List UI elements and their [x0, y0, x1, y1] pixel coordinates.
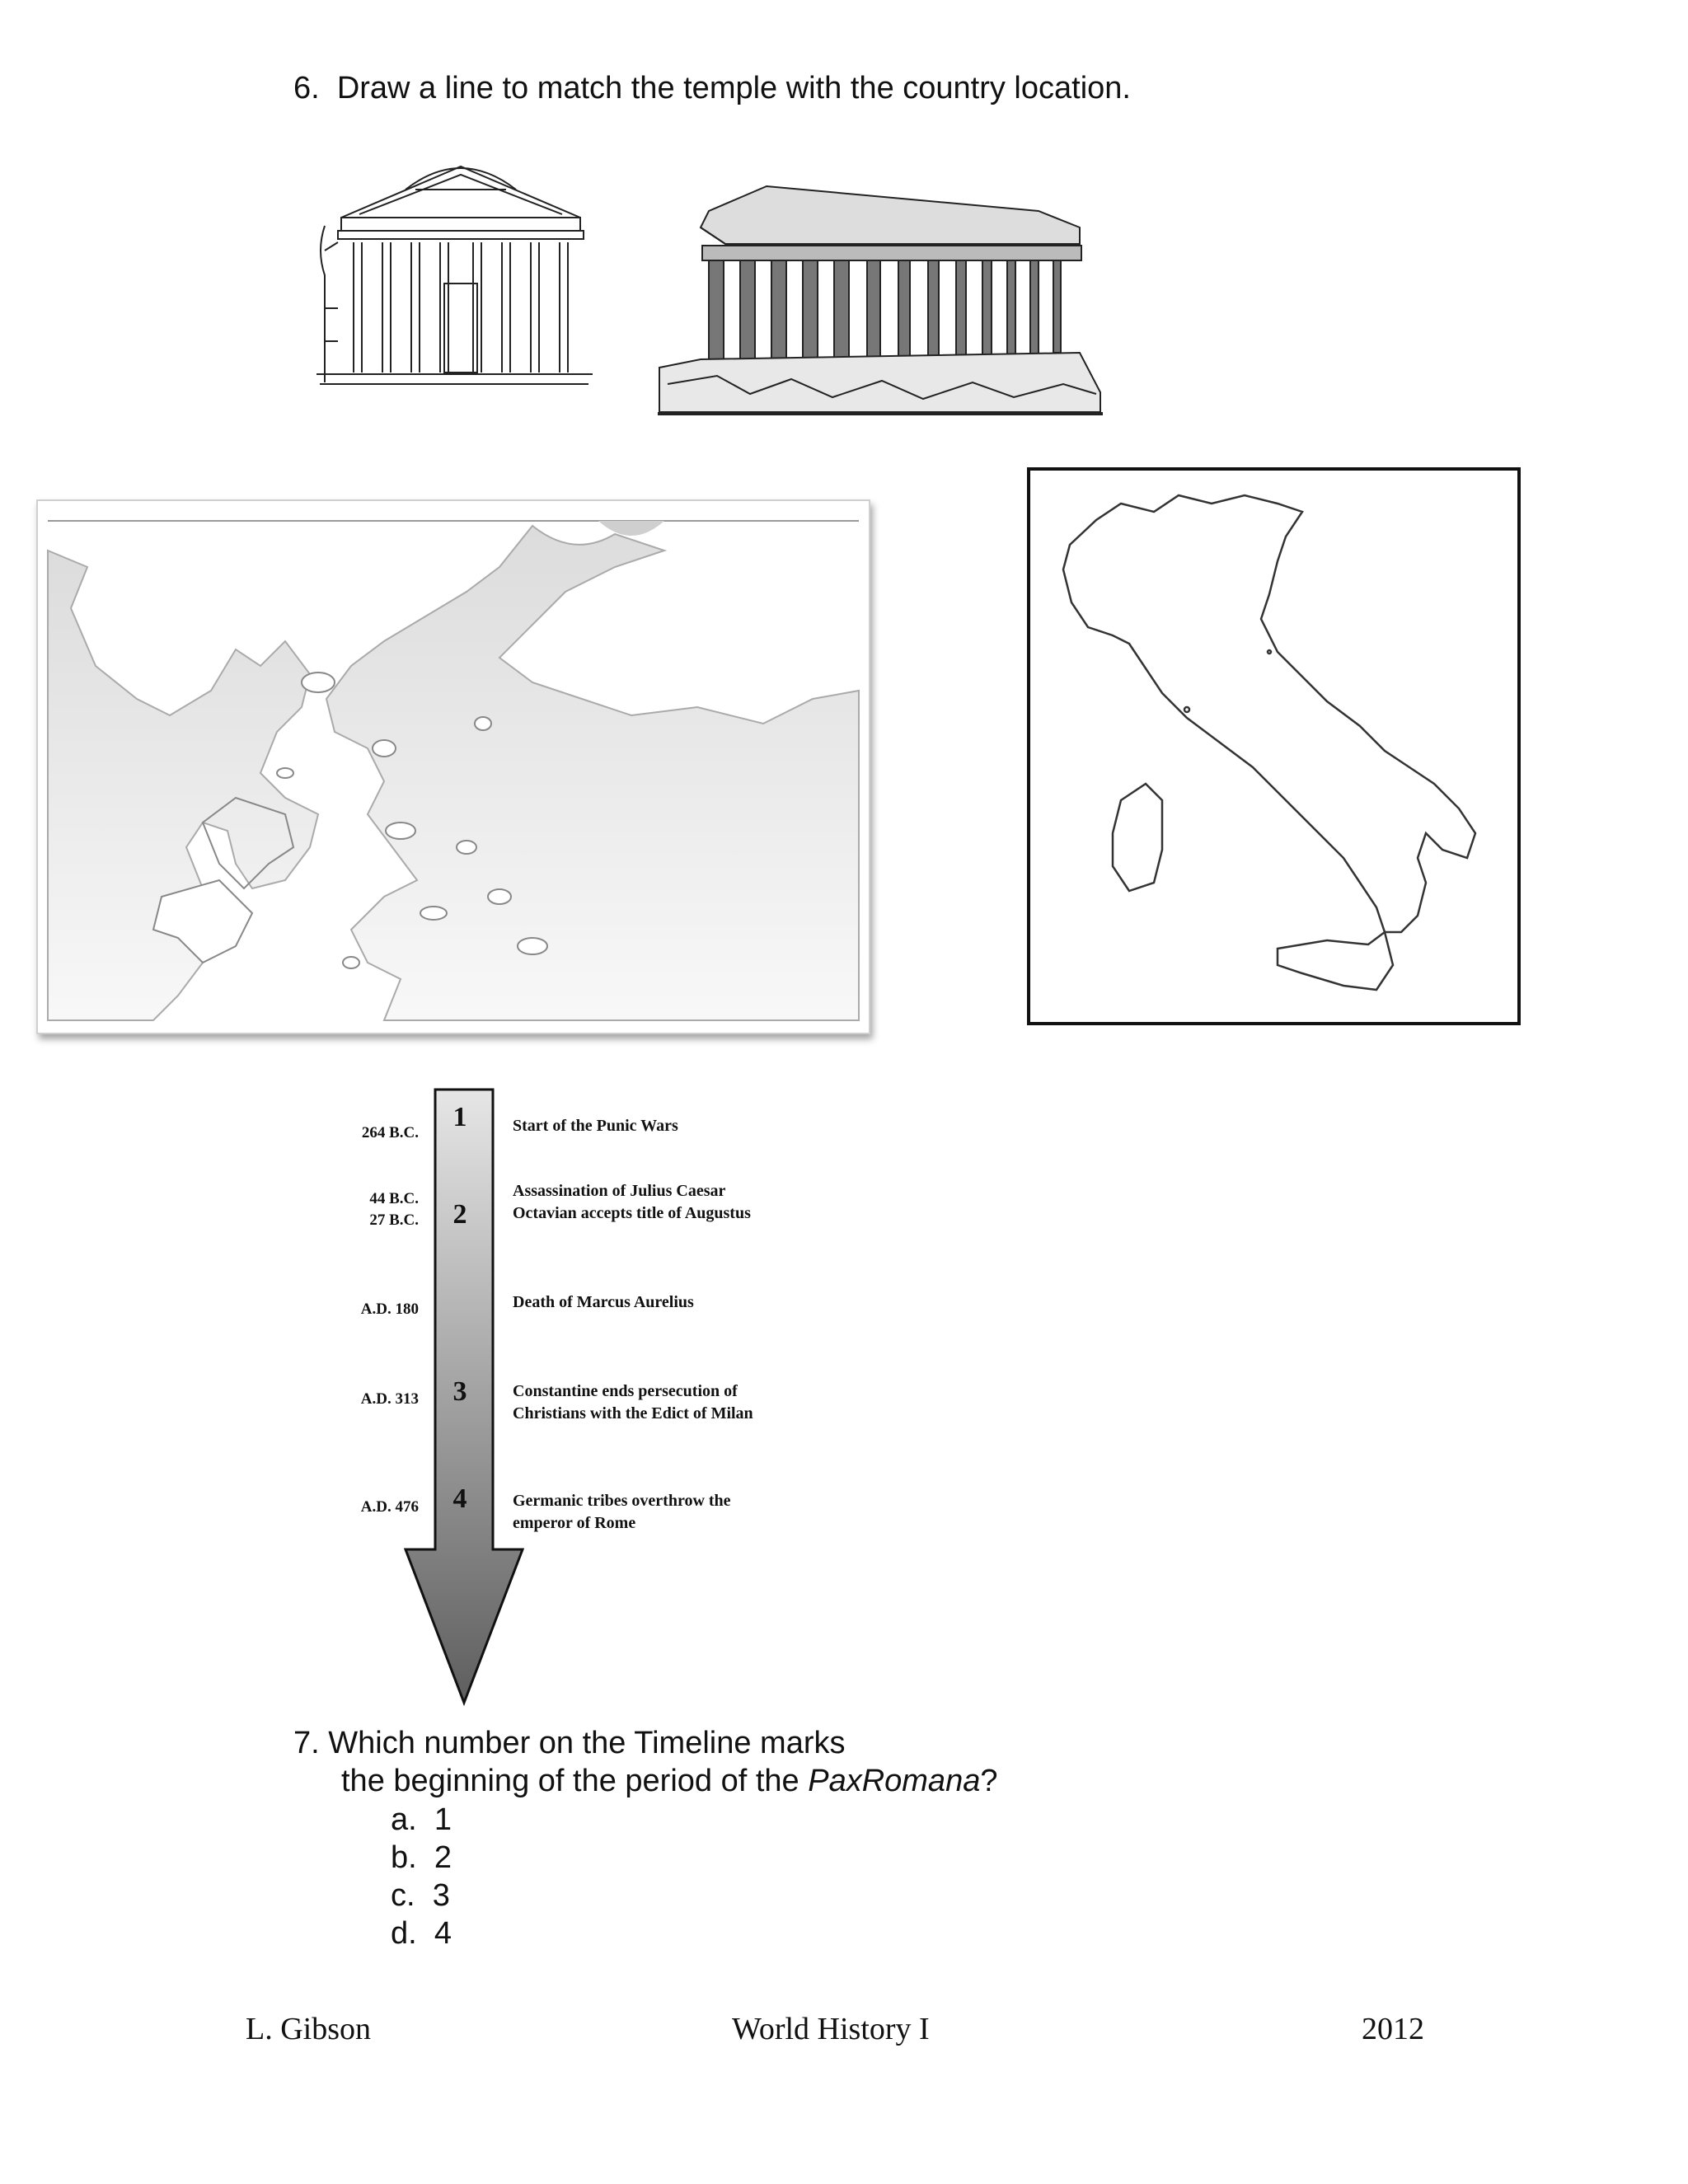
- question-7-line2: [293, 1762, 997, 1800]
- timeline-date-text: A.D. 313: [360, 1390, 419, 1408]
- pantheon-image: [308, 152, 613, 399]
- timeline-date-1: [295, 1122, 419, 1144]
- timeline-event-5: [513, 1490, 731, 1535]
- question-6-text: Draw a line to match the temple with the country location.: [336, 71, 1131, 105]
- timeline-number-3: 3: [452, 1376, 467, 1407]
- timeline-date-text: A.D. 476: [360, 1498, 419, 1516]
- option-letter: a.: [391, 1802, 417, 1837]
- option-value: 4: [434, 1916, 452, 1951]
- timeline-event-4: [513, 1380, 753, 1425]
- question-6: [293, 71, 1131, 106]
- timeline-date-2: [295, 1188, 419, 1231]
- answer-option-c[interactable]: [391, 1878, 450, 1914]
- timeline-event-1: [513, 1115, 678, 1137]
- timeline-date-text: 264 B.C.: [361, 1124, 419, 1141]
- timeline-event-text: Start of the Punic Wars: [513, 1117, 678, 1135]
- timeline-event-2: [513, 1180, 751, 1225]
- timeline-number-1: 1: [452, 1102, 467, 1132]
- timeline-event-text: emperor of Rome: [513, 1514, 636, 1532]
- timeline-date-text: 27 B.C.: [369, 1212, 419, 1229]
- footer-author: L. Gibson: [246, 2012, 371, 2046]
- answer-option-a[interactable]: [391, 1802, 452, 1838]
- timeline-number-4: 4: [452, 1483, 467, 1514]
- timeline-number-2: 2: [452, 1199, 467, 1230]
- question-7-line1: 7. Which number on the Timeline marks: [293, 1726, 846, 1760]
- timeline-event-text: Christians with the Edict of Milan: [513, 1404, 753, 1422]
- footer-course: World History I: [732, 2012, 930, 2046]
- timeline-event-text: Octavian accepts title of Augustus: [513, 1204, 751, 1222]
- question-7: [293, 1724, 997, 1800]
- option-letter: c.: [391, 1878, 415, 1913]
- option-value: 2: [434, 1840, 452, 1875]
- greece-map: [36, 499, 870, 1034]
- option-letter: b.: [391, 1840, 417, 1875]
- italy-map: [1027, 467, 1521, 1025]
- timeline-event-3: [513, 1291, 694, 1314]
- question-7-italic-term: PaxRomana: [808, 1764, 981, 1798]
- timeline-event-text: Assassination of Julius Caesar: [513, 1182, 726, 1200]
- timeline-date-text: A.D. 180: [360, 1301, 419, 1318]
- option-value: 3: [432, 1878, 450, 1913]
- timeline-date-4: [295, 1389, 419, 1410]
- greece-map-drawing: [38, 501, 869, 1033]
- timeline-event-text: Germanic tribes overthrow the: [513, 1492, 731, 1510]
- question-7-punctuation: ?: [980, 1764, 998, 1798]
- timeline-date-3: [295, 1299, 419, 1320]
- timeline-event-text: Death of Marcus Aurelius: [513, 1293, 694, 1311]
- timeline-date-5: [295, 1497, 419, 1518]
- answer-option-b[interactable]: [391, 1840, 452, 1876]
- italy-map-drawing: [1030, 471, 1517, 1022]
- answer-option-d[interactable]: [391, 1916, 452, 1952]
- question-7-text: the beginning of the period of the: [341, 1764, 809, 1798]
- footer-year: 2012: [1362, 2012, 1424, 2046]
- parthenon-image: [651, 178, 1113, 425]
- option-letter: d.: [391, 1916, 417, 1951]
- timeline-event-text: Constantine ends persecution of: [513, 1382, 738, 1400]
- option-value: 1: [434, 1802, 452, 1837]
- question-6-number: 6.: [293, 71, 320, 105]
- timeline-date-text: 44 B.C.: [369, 1190, 419, 1207]
